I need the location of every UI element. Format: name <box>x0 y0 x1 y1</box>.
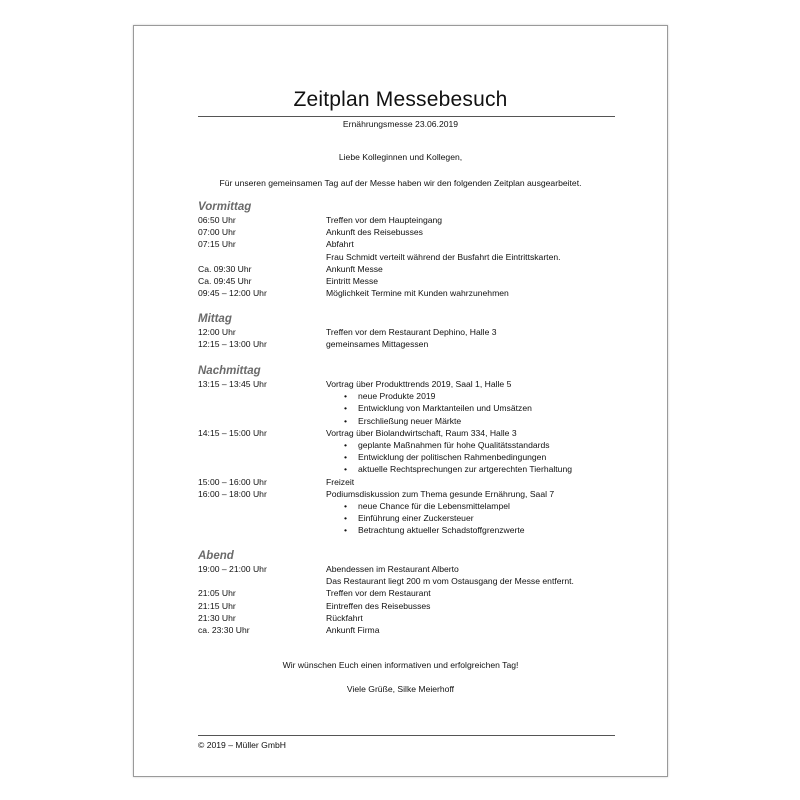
schedule-time: 19:00 – 21:00 Uhr <box>198 564 267 574</box>
bullet-icon: • <box>344 415 348 426</box>
schedule-description: Treffen vor dem Haupteingang <box>326 215 443 225</box>
schedule-time <box>198 575 326 587</box>
footer-text: © 2019 – Müller GmbH <box>198 740 287 750</box>
schedule <box>198 26 618 726</box>
schedule-row <box>198 326 618 338</box>
schedule-description: Eintreffen des Reisebusses <box>326 600 431 611</box>
schedule-row <box>198 476 618 488</box>
schedule-row <box>198 251 618 263</box>
schedule-description: Möglichkeit Termine mit Kunden wahrzunehmen <box>326 288 509 299</box>
bullet-icon: • <box>344 403 348 414</box>
bullet-item <box>198 500 618 512</box>
page-title: Zeitplan Messebesuch <box>293 88 508 111</box>
schedule-description: Rückfahrt <box>326 612 363 623</box>
schedule-row <box>198 275 618 287</box>
bullet-item <box>198 415 618 427</box>
bullet-icon: • <box>344 464 348 475</box>
bullet-text: Entwicklung von Marktanteilen und Umsätzen <box>358 403 532 414</box>
schedule-row <box>198 214 618 226</box>
bullet-text: neue Chance für die Lebensmittelampel <box>358 500 510 511</box>
schedule-description: Frau Schmidt verteilt während der Busfahrt die Eintrittskarten. <box>326 251 561 262</box>
schedule-row <box>198 427 618 439</box>
bullet-icon: • <box>344 513 348 524</box>
schedule-row <box>198 612 618 624</box>
schedule-row <box>198 624 618 636</box>
bullet-item <box>198 512 618 524</box>
document-page <box>133 25 668 777</box>
bullet-text: Einführung einer Zuckersteuer <box>358 513 474 524</box>
section-heading: Mittag <box>198 313 232 325</box>
bullet-item <box>198 524 618 536</box>
schedule-description: Treffen vor dem Restaurant Dephino, Halle 3 <box>326 327 497 337</box>
bullet-icon: • <box>344 452 348 463</box>
schedule-row <box>198 378 618 390</box>
schedule-time: 09:45 – 12:00 Uhr <box>198 288 267 299</box>
footer-divider <box>198 735 615 736</box>
schedule-time: 12:00 Uhr <box>198 327 236 337</box>
schedule-description: Vortrag über Produkttrends 2019, Saal 1, Halle 5 <box>326 379 512 389</box>
schedule-description: Vortrag über Biolandwirtschaft, Raum 334, Halle 3 <box>326 427 517 438</box>
bullet-item <box>198 463 618 475</box>
bullet-text: Betrachtung aktueller Schadstoffgrenzwerte <box>358 525 525 536</box>
schedule-row <box>198 263 618 275</box>
section-abend <box>198 549 618 636</box>
bullet-icon: • <box>344 439 348 450</box>
schedule-row <box>198 287 618 299</box>
schedule-description: Das Restaurant liegt 200 m vom Ostausgang der Messe entfernt. <box>326 576 574 587</box>
schedule-time: 21:15 Uhr <box>198 600 236 611</box>
schedule-row <box>198 338 618 350</box>
schedule-time: 12:15 – 13:00 Uhr <box>198 339 267 350</box>
greeting: Liebe Kolleginnen und Kollegen, <box>338 152 463 162</box>
schedule-row <box>198 238 618 250</box>
schedule-row <box>198 575 618 587</box>
bullet-item <box>198 402 618 414</box>
schedule-row <box>198 488 618 500</box>
schedule-description: gemeinsames Mittagessen <box>326 339 429 350</box>
schedule-time: 13:15 – 13:45 Uhr <box>198 379 267 389</box>
bullet-text: geplante Maßnahmen für hohe Qualitätsstandards <box>358 439 550 450</box>
bullet-icon: • <box>344 525 348 536</box>
schedule-row <box>198 226 618 238</box>
schedule-time: 21:30 Uhr <box>198 612 236 623</box>
schedule-description: Ankunft des Reisebusses <box>326 227 423 238</box>
schedule-description: Eintritt Messe <box>326 275 379 286</box>
section-heading: Abend <box>198 550 234 562</box>
section-vormittag <box>198 200 618 299</box>
bullet-text: neue Produkte 2019 <box>358 391 436 402</box>
schedule-description: Freizeit <box>326 476 355 487</box>
closing-text: Wir wünschen Euch einen informativen und erfolgreichen Tag! <box>282 660 519 670</box>
schedule-time: 14:15 – 15:00 Uhr <box>198 427 267 438</box>
section-heading: Nachmittag <box>198 365 261 377</box>
subtitle: Ernährungsmesse 23.06.2019 <box>342 119 459 129</box>
schedule-time: Ca. 09:30 Uhr <box>198 263 252 274</box>
schedule-description: Abfahrt <box>326 239 354 250</box>
bullet-item <box>198 390 618 402</box>
schedule-time: Ca. 09:45 Uhr <box>198 275 252 286</box>
schedule-row <box>198 563 618 575</box>
bullet-icon: • <box>344 391 348 402</box>
schedule-row <box>198 600 618 612</box>
signature: Viele Grüße, Silke Meierhoff <box>346 684 455 694</box>
schedule-time: 16:00 – 18:00 Uhr <box>198 488 267 499</box>
bullet-text: Erschließung neuer Märkte <box>358 415 462 426</box>
schedule-description: Ankunft Firma <box>326 624 380 635</box>
schedule-time: ca. 23:30 Uhr <box>198 624 250 635</box>
section-heading: Vormittag <box>198 201 252 213</box>
bullet-text: aktuelle Rechtsprechungen zur artgerechten Tierhaltung <box>358 464 573 475</box>
bullet-icon: • <box>344 500 348 511</box>
section-nachmittag <box>198 364 618 536</box>
schedule-time: 15:00 – 16:00 Uhr <box>198 476 267 487</box>
schedule-time: 21:05 Uhr <box>198 588 236 599</box>
schedule-row <box>198 587 618 599</box>
schedule-time: 07:00 Uhr <box>198 227 236 238</box>
schedule-description: Abendessen im Restaurant Alberto <box>326 564 459 574</box>
schedule-description: Treffen vor dem Restaurant <box>326 588 431 599</box>
bullet-item <box>198 439 618 451</box>
schedule-description: Podiumsdiskussion zum Thema gesunde Ernährung, Saal 7 <box>326 488 555 499</box>
schedule-time <box>198 251 326 263</box>
bullet-text: Entwicklung der politischen Rahmenbedingungen <box>358 452 547 463</box>
intro-text: Für unseren gemeinsamen Tag auf der Messe haben wir den folgenden Zeitplan ausgearbeitet. <box>219 178 582 188</box>
schedule-time: 06:50 Uhr <box>198 215 236 225</box>
schedule-time: 07:15 Uhr <box>198 239 236 250</box>
bullet-item <box>198 451 618 463</box>
section-mittag <box>198 312 618 350</box>
schedule-description: Ankunft Messe <box>326 263 383 274</box>
